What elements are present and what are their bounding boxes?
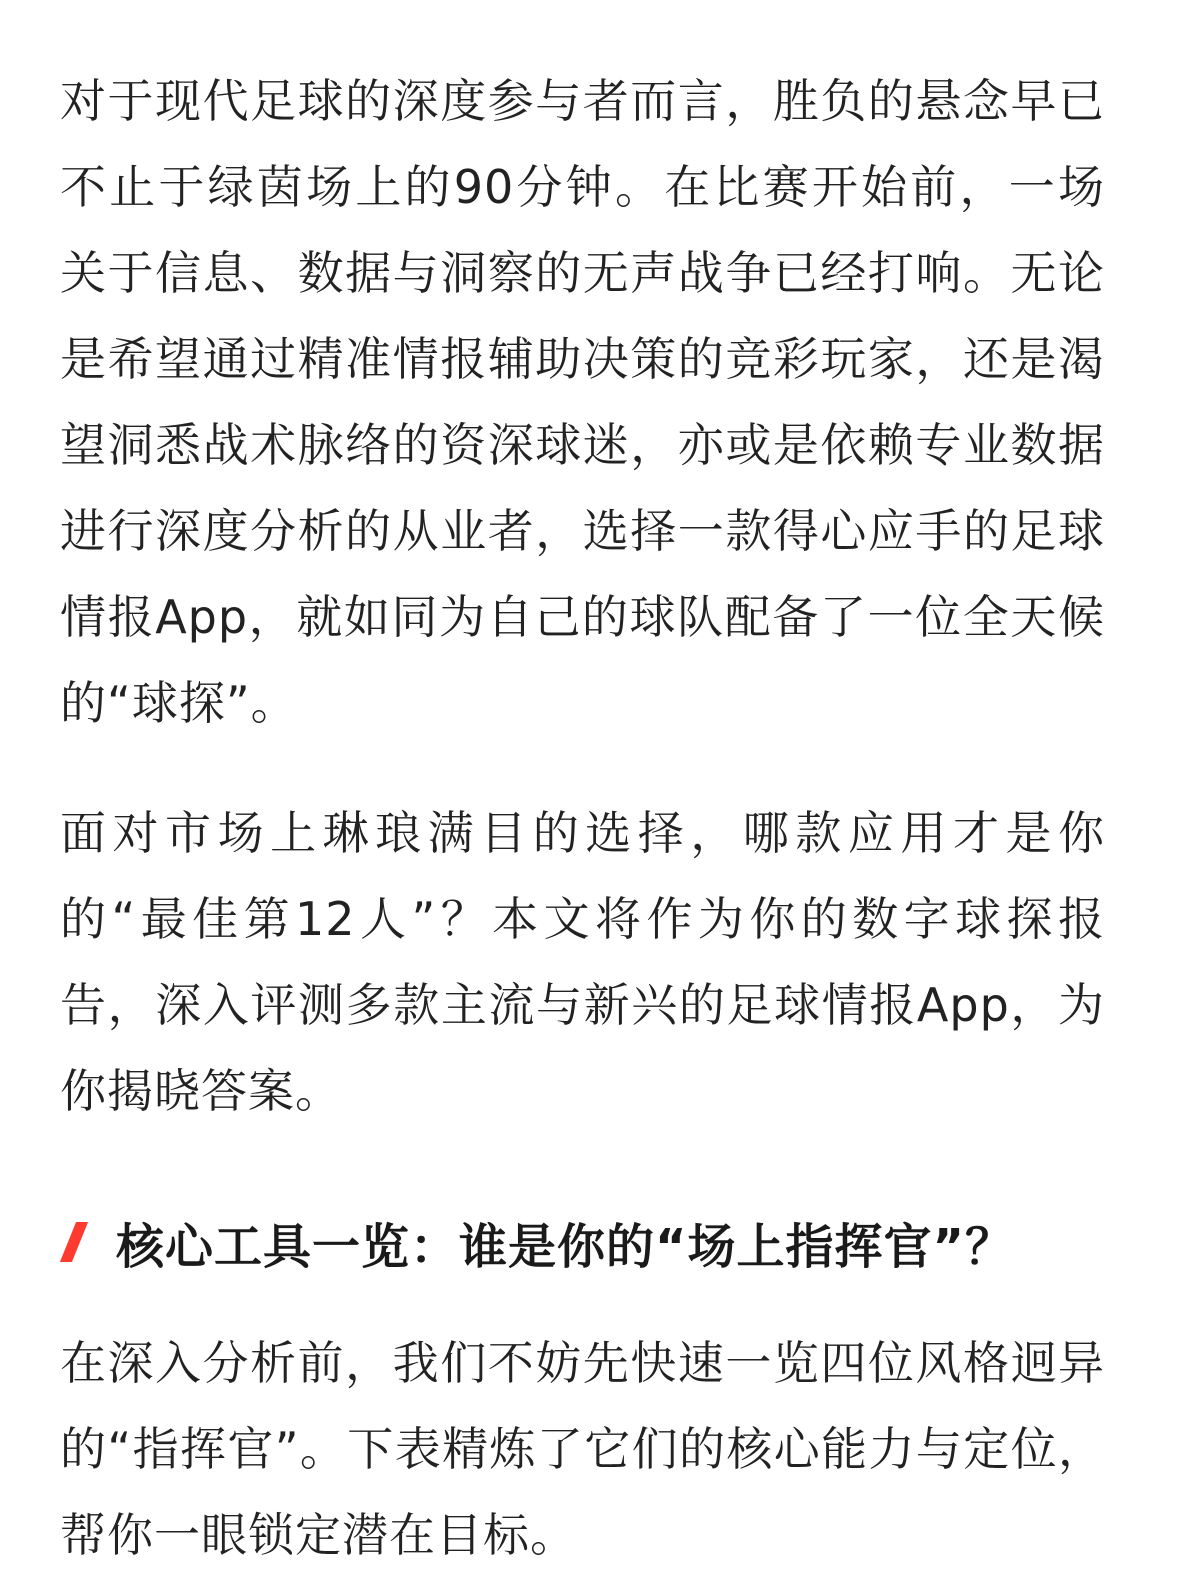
heading-accent-mark bbox=[60, 1222, 88, 1262]
section-heading-text: 核心工具一览：谁是你的“场上指挥官”？ bbox=[116, 1218, 1015, 1275]
article-paragraph-overview-container bbox=[60, 1320, 1105, 1570]
article-body bbox=[60, 58, 1105, 1570]
article-paragraph-question: 面对市场上琳琅满目的选择，哪款应用才是你的“最佳第12人”？本文将作为你的数字球探报告，深入评测多款主流与新兴的足球情报App，为你揭晓答案。 bbox=[60, 806, 1105, 1118]
section-heading bbox=[60, 1202, 1105, 1282]
article-paragraph-overview: 在深入分析前，我们不妨先快速一览四位风格迥异的“指挥官”。下表精炼了它们的核心能力与定位，帮你一眼锁定潜在目标。 bbox=[60, 1336, 1105, 1562]
article-paragraph-intro: 对于现代足球的深度参与者而言，胜负的悬念早已不止于绿茵场上的90分钟。在比赛开始前，一场关于信息、数据与洞察的无声战争已经打响。无论是希望通过精准情报辅助决策的竞彩玩家，还是渴望洞悉战术脉络的资深球迷，亦或是依赖专业数据进行深度分析的从业者，选择一款得心应手的足球情报App，就如同为自己的球队配备了一位全天候的“球探”。 bbox=[60, 74, 1105, 730]
